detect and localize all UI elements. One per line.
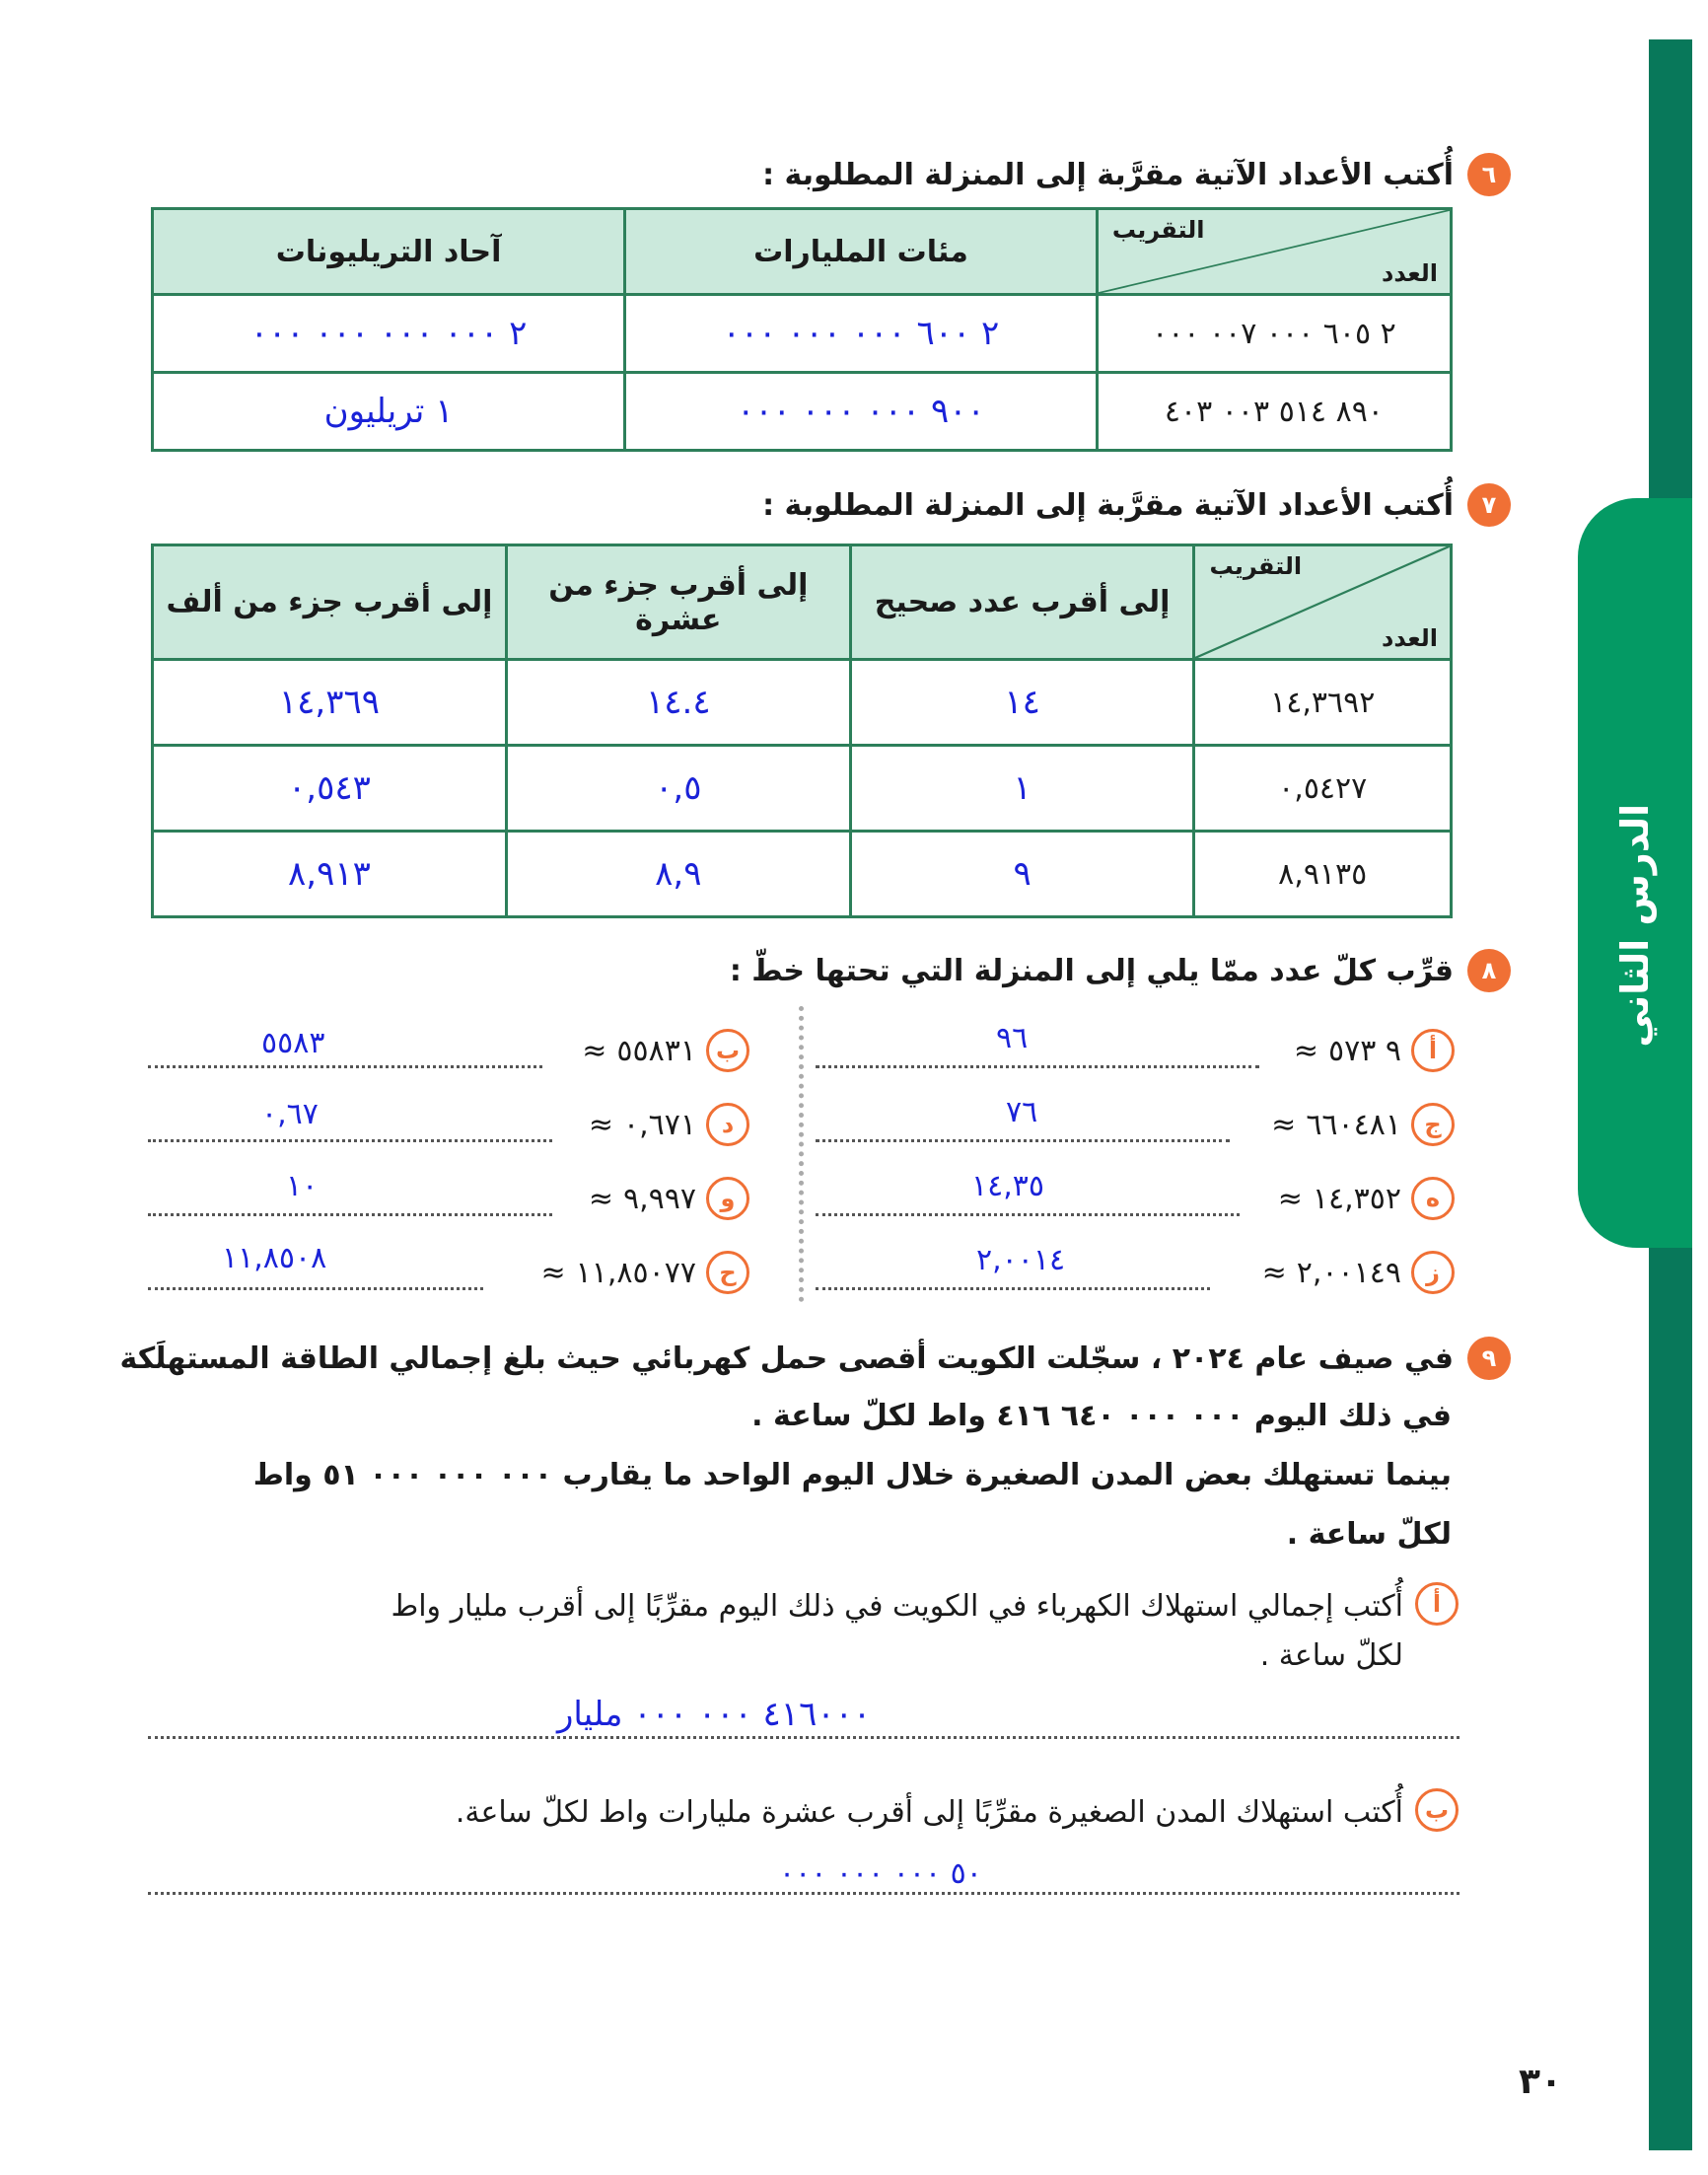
answer-line[interactable] xyxy=(148,1892,1459,1895)
q8-item xyxy=(582,1026,749,1075)
answer-line[interactable] xyxy=(816,1139,1230,1142)
q7-answer[interactable]: ١٤.٤ xyxy=(506,660,850,746)
q8-item xyxy=(1278,1174,1455,1223)
q8-value: ٩ ٥٧٣ xyxy=(1327,1033,1401,1068)
q8-answer[interactable]: ٧٦ xyxy=(1006,1095,1038,1129)
q8-number-badge: ٨ xyxy=(1467,949,1511,992)
q9-line2: في ذلك اليوم ٠٠٠ ٠٠٠ ٦٤٠ ٤١٦ واط لكلّ ساعة . xyxy=(751,1399,1452,1433)
q6-heading xyxy=(762,153,1511,196)
q8-answer[interactable]: ٥٥٨٣ xyxy=(261,1026,325,1060)
q7-prompt: أُكتب الأعداد الآتية مقرَّبة إلى المنزلة المطلوبة : xyxy=(762,487,1454,523)
q7-answer[interactable]: ٩ xyxy=(850,832,1194,917)
q9-line3: بينما تستهلك بعض المدن الصغيرة خلال اليوم الواحد ما يقارب ٠٠٠ ٠٠٠ ٠٠٠ ٥١ واط xyxy=(252,1458,1452,1492)
q7-corner-bottom: العدد xyxy=(1382,624,1438,652)
q7-corner-cell xyxy=(1194,545,1452,660)
q7-row-number: ٠,٥٤٢٧ xyxy=(1194,746,1452,832)
q6-answer[interactable]: ٢ ٠٠٠ ٠٠٠ ٠٠٠ ٠٠٠ xyxy=(153,295,625,373)
q6-corner-cell xyxy=(1097,209,1451,295)
answer-line[interactable] xyxy=(148,1287,483,1290)
column-divider xyxy=(799,1006,804,1302)
q8-answer[interactable]: ٩٦ xyxy=(996,1021,1029,1055)
q8-value: ٢,٠٠١٤٩ xyxy=(1296,1255,1401,1290)
answer-line[interactable] xyxy=(816,1065,1259,1068)
approx-sign: ≈ xyxy=(588,1181,613,1216)
q9-part-b xyxy=(456,1788,1459,1838)
q8-letter-badge: و xyxy=(706,1177,749,1220)
q7-number-badge: ٧ xyxy=(1467,483,1511,527)
approx-sign: ≈ xyxy=(1293,1033,1318,1068)
q8-item xyxy=(541,1248,749,1297)
q8-answer[interactable]: ٢,٠٠١٤ xyxy=(976,1243,1066,1277)
q8-answer[interactable]: ١١,٨٥٠٨ xyxy=(222,1241,327,1275)
q8-value: ٥٥٨٣١ xyxy=(616,1033,696,1068)
q7-col-header: إلى أقرب جزء من ألف xyxy=(153,545,507,660)
q7-corner-top: التقريب xyxy=(1209,552,1303,580)
q7-row-number: ١٤,٣٦٩٢ xyxy=(1194,660,1452,746)
q7-answer[interactable]: ١ xyxy=(850,746,1194,832)
q9-heading xyxy=(120,1337,1511,1380)
q8-heading xyxy=(730,949,1511,992)
q8-item xyxy=(1262,1248,1455,1297)
q8-value: ٩,٩٩٧ xyxy=(623,1181,696,1216)
q6-corner-bottom: العدد xyxy=(1382,259,1438,287)
q7-col-header: إلى أقرب جزء من عشرة xyxy=(506,545,850,660)
q7-answer[interactable]: ٠,٥ xyxy=(506,746,850,832)
approx-sign: ≈ xyxy=(1271,1107,1297,1142)
q8-item xyxy=(589,1100,749,1149)
q8-item xyxy=(1294,1026,1455,1075)
answer-line[interactable] xyxy=(148,1065,542,1068)
q8-letter-badge: ز xyxy=(1411,1251,1455,1294)
q7-heading xyxy=(762,483,1511,527)
q6-col-header: آحاد التريليونات xyxy=(153,209,625,295)
approx-sign: ≈ xyxy=(540,1255,566,1290)
page-number: ٣٠ xyxy=(1519,2062,1562,2102)
q8-answer[interactable]: ١٠ xyxy=(286,1169,319,1203)
q6-corner-top: التقريب xyxy=(1111,216,1205,244)
q9-part-a xyxy=(275,1582,1459,1681)
q8-letter-badge: ج xyxy=(1411,1103,1455,1146)
q6-row-number: ٢ ٦٠٥ ٠٠٠ ٠٠٧ ٠٠٠ xyxy=(1097,295,1451,373)
q9-part-a-text1: أُكتب إجمالي استهلاك الكهرباء في الكويت في ذلك اليوم مقرِّبًا إلى أقرب مليار واط xyxy=(391,1589,1403,1624)
q8-item xyxy=(589,1174,749,1223)
q7-answer[interactable]: ٨,٩ xyxy=(506,832,850,917)
q7-col-header: إلى أقرب عدد صحيح xyxy=(850,545,1194,660)
q6-row-number: ٨٩٠ ٥١٤ ٠٠٣ ٤٠٣ xyxy=(1097,373,1451,451)
lesson-tab-label: الدرس الثاني xyxy=(1613,804,1657,1048)
q9-part-b-badge: ب xyxy=(1415,1788,1459,1832)
q7-answer[interactable]: ١٤ xyxy=(850,660,1194,746)
answer-line[interactable] xyxy=(816,1213,1240,1216)
q6-col-header: مئات المليارات xyxy=(625,209,1098,295)
q9-part-a-answer[interactable]: ٤١٦٠٠٠ ٠٠٠ ٠٠٠ مليار xyxy=(557,1695,872,1734)
q7-row-number: ٨,٩١٣٥ xyxy=(1194,832,1452,917)
q9-line4: لكلّ ساعة . xyxy=(1286,1517,1452,1552)
q8-value: ٦٦٠٤٨١ xyxy=(1306,1107,1401,1142)
q6-answer[interactable]: ٢ ٦٠٠ ٠٠٠ ٠٠٠ ٠٠٠ xyxy=(625,295,1098,373)
answer-line[interactable] xyxy=(816,1287,1210,1290)
approx-sign: ≈ xyxy=(582,1033,607,1068)
approx-sign: ≈ xyxy=(1261,1255,1287,1290)
q6-number-badge: ٦ xyxy=(1467,153,1511,196)
q9-part-b-answer[interactable]: ٥٠ ٠٠٠ ٠٠٠ ٠٠٠ xyxy=(779,1856,982,1891)
q7-table xyxy=(151,544,1453,918)
q9-number-badge: ٩ xyxy=(1467,1337,1511,1380)
q6-table xyxy=(151,207,1453,452)
q8-letter-badge: ب xyxy=(706,1029,749,1072)
q8-value: ٠,٦٧١ xyxy=(623,1107,696,1142)
q8-answer[interactable]: ١٤,٣٥ xyxy=(971,1169,1044,1203)
q8-item xyxy=(1271,1100,1455,1149)
q8-value: ١١,٨٥٠٧٧ xyxy=(575,1255,696,1290)
q8-answer[interactable]: ٠,٦٧ xyxy=(261,1097,319,1131)
q9-line1: في صيف عام ٢٠٢٤ ، سجّلت الكويت أقصى حمل كهربائي حيث بلغ إجمالي الطاقة المستهلَكة xyxy=(119,1341,1454,1376)
q9-part-a-badge: أ xyxy=(1415,1582,1459,1626)
q9-part-a-text2: لكلّ ساعة . xyxy=(1259,1638,1403,1673)
q8-letter-badge: ح xyxy=(706,1251,749,1294)
q6-answer[interactable]: ١ تريليون xyxy=(153,373,625,451)
q7-answer[interactable]: ١٤,٣٦٩ xyxy=(153,660,507,746)
q6-prompt: أُكتب الأعداد الآتية مقرَّبة إلى المنزلة المطلوبة : xyxy=(762,157,1454,192)
q8-letter-badge: د xyxy=(706,1103,749,1146)
approx-sign: ≈ xyxy=(588,1107,613,1142)
answer-line[interactable] xyxy=(148,1736,1459,1739)
approx-sign: ≈ xyxy=(1277,1181,1303,1216)
q8-value: ١٤,٣٥٢ xyxy=(1312,1181,1401,1216)
q8-letter-badge: ه xyxy=(1411,1177,1455,1220)
answer-line[interactable] xyxy=(148,1213,552,1216)
answer-line[interactable] xyxy=(148,1139,552,1142)
q7-answer[interactable]: ٨,٩١٣ xyxy=(153,832,507,917)
q7-answer[interactable]: ٠,٥٤٣ xyxy=(153,746,507,832)
q6-answer[interactable]: ٩٠٠ ٠٠٠ ٠٠٠ ٠٠٠ xyxy=(625,373,1098,451)
q8-letter-badge: أ xyxy=(1411,1029,1455,1072)
q8-prompt: قرِّب كلّ عدد ممّا يلي إلى المنزلة التي تحتها خطّ : xyxy=(729,953,1454,988)
q9-part-b-text: أُكتب استهلاك المدن الصغيرة مقرِّبًا إلى أقرب عشرة مليارات واط لكلّ ساعة. xyxy=(455,1795,1403,1830)
